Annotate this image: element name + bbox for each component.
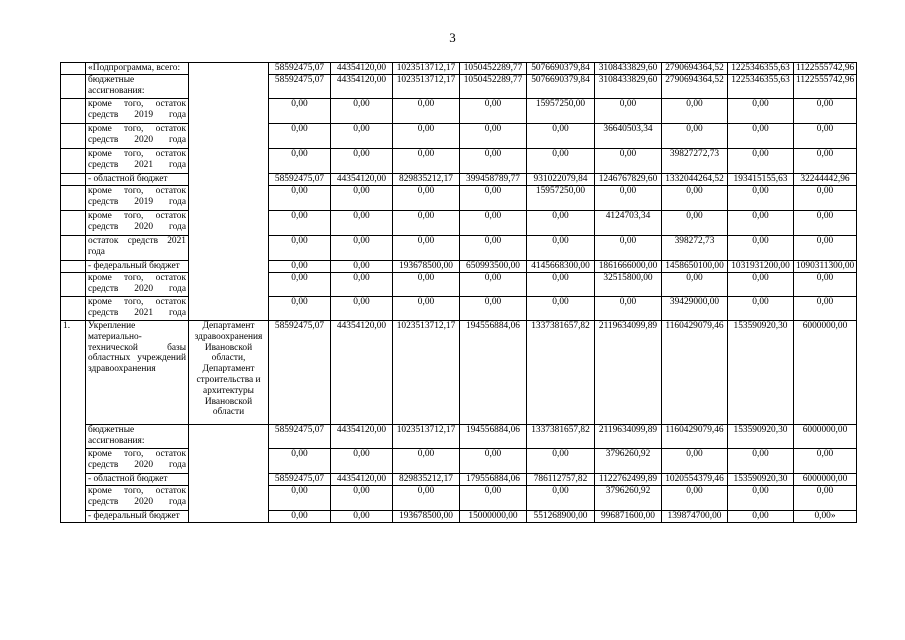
- value-2015: 0,00: [331, 186, 393, 211]
- value-2022: 0,00: [794, 297, 857, 321]
- row-name: бюджетные ассигнования:: [86, 425, 189, 449]
- value-2015: 44354120,00: [331, 425, 393, 449]
- value-2016: 0,00: [393, 449, 460, 474]
- table-row: [61, 449, 857, 474]
- value-2018: 0,00: [527, 124, 595, 149]
- budget-table: [60, 62, 857, 523]
- value-2022: 1090311300,00: [794, 261, 857, 273]
- table-row: [61, 75, 857, 99]
- value-2019: 4124703,34: [595, 211, 662, 236]
- row-name: кроме того, остаток средств 2020 года: [86, 273, 189, 297]
- row-index: [61, 124, 86, 149]
- row-index: [61, 75, 86, 99]
- table-row: [61, 511, 857, 523]
- value-2019: 1246767829,60: [595, 174, 662, 186]
- value-2016: 0,00: [393, 273, 460, 297]
- value-2014: 0,00: [269, 273, 331, 297]
- value-2022: 0,00: [794, 211, 857, 236]
- value-2014: 0,00: [269, 149, 331, 174]
- value-2019: 0,00: [595, 186, 662, 211]
- value-2014: 0,00: [269, 186, 331, 211]
- row-name: кроме того, остаток средств 2021 года: [86, 297, 189, 321]
- value-2022: 0,00: [794, 273, 857, 297]
- value-2014: 0,00: [269, 486, 331, 511]
- table-row: [61, 236, 857, 261]
- value-2014: 0,00: [269, 211, 331, 236]
- value-2018: 5076690379,84: [527, 75, 595, 99]
- value-2021: 153590920,30: [728, 474, 794, 486]
- value-2018: 0,00: [527, 486, 595, 511]
- value-2016: 193678500,00: [393, 511, 460, 523]
- value-2021: 193415155,63: [728, 174, 794, 186]
- value-2014: 0,00: [269, 449, 331, 474]
- row-name: кроме того, остаток средств 2021 года: [86, 149, 189, 174]
- value-2018: 786112757,82: [527, 474, 595, 486]
- page-number: 3: [449, 30, 456, 45]
- table-row: [61, 486, 857, 511]
- row-index: [61, 297, 86, 321]
- value-2022: 6000000,00: [794, 425, 857, 449]
- value-2020: 39827272,73: [662, 149, 728, 174]
- value-2020: 0,00: [662, 186, 728, 211]
- value-2017: 194556884,06: [460, 321, 527, 425]
- value-2020: 1020554379,46: [662, 474, 728, 486]
- row-index: [61, 149, 86, 174]
- value-2019: 2119634099,89: [595, 425, 662, 449]
- value-2020: 0,00: [662, 449, 728, 474]
- value-2021: 0,00: [728, 124, 794, 149]
- value-2019: 3108433829,60: [595, 63, 662, 75]
- value-2017: 0,00: [460, 211, 527, 236]
- value-2019: 996871600,00: [595, 511, 662, 523]
- value-2018: 551268900,00: [527, 511, 595, 523]
- value-2014: 58592475,07: [269, 174, 331, 186]
- value-2018: 0,00: [527, 211, 595, 236]
- value-2022: 0,00: [794, 99, 857, 124]
- value-2021: 0,00: [728, 211, 794, 236]
- value-2018: 0,00: [527, 149, 595, 174]
- value-2021: 0,00: [728, 186, 794, 211]
- value-2019: 2119634099,89: [595, 321, 662, 425]
- value-2014: 0,00: [269, 297, 331, 321]
- value-2017: 179556884,06: [460, 474, 527, 486]
- value-2016: 0,00: [393, 149, 460, 174]
- table-row: [61, 174, 857, 186]
- row-index: [61, 174, 86, 186]
- value-2020: 2790694364,52: [662, 63, 728, 75]
- table-row: [61, 211, 857, 236]
- value-2019: 3108433829,60: [595, 75, 662, 99]
- value-2015: 0,00: [331, 511, 393, 523]
- responsible-cell: Департамент здравоохранения Ивановской области, Департамент строительства и архитектуры Ивановской области: [189, 321, 269, 425]
- value-2021: 0,00: [728, 511, 794, 523]
- value-2021: 1225346355,63: [728, 75, 794, 99]
- value-2020: 398272,73: [662, 236, 728, 261]
- row-name: кроме того, остаток средств 2020 года: [86, 449, 189, 474]
- value-2022: 0,00»: [794, 511, 857, 523]
- value-2022: 0,00: [794, 486, 857, 511]
- value-2018: 0,00: [527, 236, 595, 261]
- value-2015: 0,00: [331, 211, 393, 236]
- value-2018: 5076690379,84: [527, 63, 595, 75]
- value-2015: 0,00: [331, 261, 393, 273]
- value-2020: 0,00: [662, 211, 728, 236]
- row-index: [61, 63, 86, 75]
- value-2019: 3796260,92: [595, 486, 662, 511]
- value-2021: 153590920,30: [728, 321, 794, 425]
- table-row: [61, 261, 857, 273]
- value-2020: 1332044264,52: [662, 174, 728, 186]
- value-2017: 0,00: [460, 297, 527, 321]
- value-2016: 829835212,17: [393, 474, 460, 486]
- value-2021: 153590920,30: [728, 425, 794, 449]
- value-2018: 15957250,00: [527, 186, 595, 211]
- value-2015: 0,00: [331, 124, 393, 149]
- value-2017: 0,00: [460, 449, 527, 474]
- value-2015: 44354120,00: [331, 474, 393, 486]
- value-2014: 58592475,07: [269, 425, 331, 449]
- value-2014: 58592475,07: [269, 63, 331, 75]
- table-row: [61, 425, 857, 449]
- value-2015: 0,00: [331, 99, 393, 124]
- value-2022: 0,00: [794, 124, 857, 149]
- value-2021: 0,00: [728, 99, 794, 124]
- row-name: Укрепление материально-технической базы областных учреждений здравоохранения: [86, 321, 189, 425]
- value-2015: 0,00: [331, 449, 393, 474]
- value-2017: 1050452289,77: [460, 63, 527, 75]
- value-2016: 829835212,17: [393, 174, 460, 186]
- value-2016: 1023513712,17: [393, 75, 460, 99]
- value-2022: 0,00: [794, 449, 857, 474]
- row-index: [61, 99, 86, 124]
- value-2018: 0,00: [527, 297, 595, 321]
- value-2020: 0,00: [662, 124, 728, 149]
- value-2019: 0,00: [595, 149, 662, 174]
- value-2014: 0,00: [269, 99, 331, 124]
- table-row: [61, 474, 857, 486]
- value-2021: 0,00: [728, 297, 794, 321]
- row-name: бюджетные ассигнования:: [86, 75, 189, 99]
- value-2022: 1122555742,96: [794, 63, 857, 75]
- value-2017: 0,00: [460, 124, 527, 149]
- value-2020: 139874700,00: [662, 511, 728, 523]
- value-2014: 0,00: [269, 124, 331, 149]
- value-2016: 0,00: [393, 186, 460, 211]
- value-2016: 0,00: [393, 236, 460, 261]
- value-2015: 44354120,00: [331, 321, 393, 425]
- value-2022: 6000000,00: [794, 474, 857, 486]
- value-2018: 0,00: [527, 449, 595, 474]
- value-2017: 194556884,06: [460, 425, 527, 449]
- value-2015: 0,00: [331, 297, 393, 321]
- table-row: [61, 99, 857, 124]
- row-index: [61, 211, 86, 236]
- row-name: кроме того, остаток средств 2020 года: [86, 486, 189, 511]
- value-2016: 0,00: [393, 211, 460, 236]
- row-index: [61, 261, 86, 273]
- row-name: кроме того, остаток средств 2019 года: [86, 186, 189, 211]
- value-2021: 0,00: [728, 486, 794, 511]
- row-name: - федеральный бюджет: [86, 261, 189, 273]
- value-2020: 1458650100,00: [662, 261, 728, 273]
- value-2019: 0,00: [595, 99, 662, 124]
- value-2019: 1861666000,00: [595, 261, 662, 273]
- value-2019: 3796260,92: [595, 449, 662, 474]
- responsible-cell-empty: [189, 425, 269, 523]
- value-2015: 44354120,00: [331, 63, 393, 75]
- value-2018: 1337381657,82: [527, 321, 595, 425]
- value-2020: 1160429079,46: [662, 425, 728, 449]
- value-2016: 1023513712,17: [393, 425, 460, 449]
- value-2020: 1160429079,46: [662, 321, 728, 425]
- value-2015: 44354120,00: [331, 75, 393, 99]
- value-2020: 2790694364,52: [662, 75, 728, 99]
- value-2022: 0,00: [794, 186, 857, 211]
- value-2020: 0,00: [662, 99, 728, 124]
- row-name: кроме того, остаток средств 2020 года: [86, 211, 189, 236]
- table-row: [61, 124, 857, 149]
- value-2014: 58592475,07: [269, 75, 331, 99]
- value-2022: 0,00: [794, 149, 857, 174]
- row-name: кроме того, остаток средств 2019 года: [86, 99, 189, 124]
- value-2014: 58592475,07: [269, 321, 331, 425]
- value-2022: 1122555742,96: [794, 75, 857, 99]
- value-2021: 1031931200,00: [728, 261, 794, 273]
- value-2017: 650993500,00: [460, 261, 527, 273]
- value-2018: 0,00: [527, 273, 595, 297]
- table-row: [61, 297, 857, 321]
- row-index: [61, 273, 86, 297]
- value-2020: 0,00: [662, 273, 728, 297]
- value-2017: 0,00: [460, 236, 527, 261]
- value-2021: 0,00: [728, 449, 794, 474]
- row-name: кроме того, остаток средств 2020 года: [86, 124, 189, 149]
- value-2021: 0,00: [728, 149, 794, 174]
- row-index: [61, 236, 86, 261]
- row-index: [61, 186, 86, 211]
- value-2016: 1023513712,17: [393, 321, 460, 425]
- row-name: «Подпрограмма, всего:: [86, 63, 189, 75]
- table-row: [61, 186, 857, 211]
- value-2014: 0,00: [269, 511, 331, 523]
- value-2015: 0,00: [331, 149, 393, 174]
- value-2018: 1337381657,82: [527, 425, 595, 449]
- value-2016: 193678500,00: [393, 261, 460, 273]
- value-2021: 0,00: [728, 273, 794, 297]
- row-name: - областной бюджет: [86, 474, 189, 486]
- value-2015: 44354120,00: [331, 174, 393, 186]
- value-2015: 0,00: [331, 273, 393, 297]
- value-2014: 0,00: [269, 261, 331, 273]
- value-2017: 1050452289,77: [460, 75, 527, 99]
- table-row: [61, 149, 857, 174]
- row-name: - областной бюджет: [86, 174, 189, 186]
- value-2018: 931022079,84: [527, 174, 595, 186]
- table-row: [61, 321, 857, 425]
- value-2018: 4145668300,00: [527, 261, 595, 273]
- table-row: [61, 273, 857, 297]
- value-2017: 0,00: [460, 186, 527, 211]
- value-2018: 15957250,00: [527, 99, 595, 124]
- row-name: - федеральный бюджет: [86, 511, 189, 523]
- value-2017: 399458789,77: [460, 174, 527, 186]
- value-2019: 1122762499,89: [595, 474, 662, 486]
- row-index: 1.: [61, 321, 86, 523]
- value-2017: 0,00: [460, 99, 527, 124]
- value-2017: 15000000,00: [460, 511, 527, 523]
- value-2016: 0,00: [393, 486, 460, 511]
- value-2016: 0,00: [393, 124, 460, 149]
- value-2022: 6000000,00: [794, 321, 857, 425]
- value-2019: 32515800,00: [595, 273, 662, 297]
- table-row: [61, 63, 857, 75]
- value-2015: 0,00: [331, 486, 393, 511]
- value-2015: 0,00: [331, 236, 393, 261]
- value-2021: 1225346355,63: [728, 63, 794, 75]
- value-2017: 0,00: [460, 149, 527, 174]
- value-2022: 0,00: [794, 236, 857, 261]
- value-2019: 0,00: [595, 297, 662, 321]
- value-2016: 0,00: [393, 297, 460, 321]
- value-2017: 0,00: [460, 273, 527, 297]
- value-2022: 32244442,96: [794, 174, 857, 186]
- row-name: остаток средств 2021 года: [86, 236, 189, 261]
- value-2016: 1023513712,17: [393, 63, 460, 75]
- value-2016: 0,00: [393, 99, 460, 124]
- value-2020: 0,00: [662, 486, 728, 511]
- value-2017: 0,00: [460, 486, 527, 511]
- value-2021: 0,00: [728, 236, 794, 261]
- value-2020: 39429000,00: [662, 297, 728, 321]
- value-2019: 0,00: [595, 236, 662, 261]
- value-2019: 36640503,34: [595, 124, 662, 149]
- responsible-cell: [189, 63, 269, 321]
- value-2014: 58592475,07: [269, 474, 331, 486]
- value-2014: 0,00: [269, 236, 331, 261]
